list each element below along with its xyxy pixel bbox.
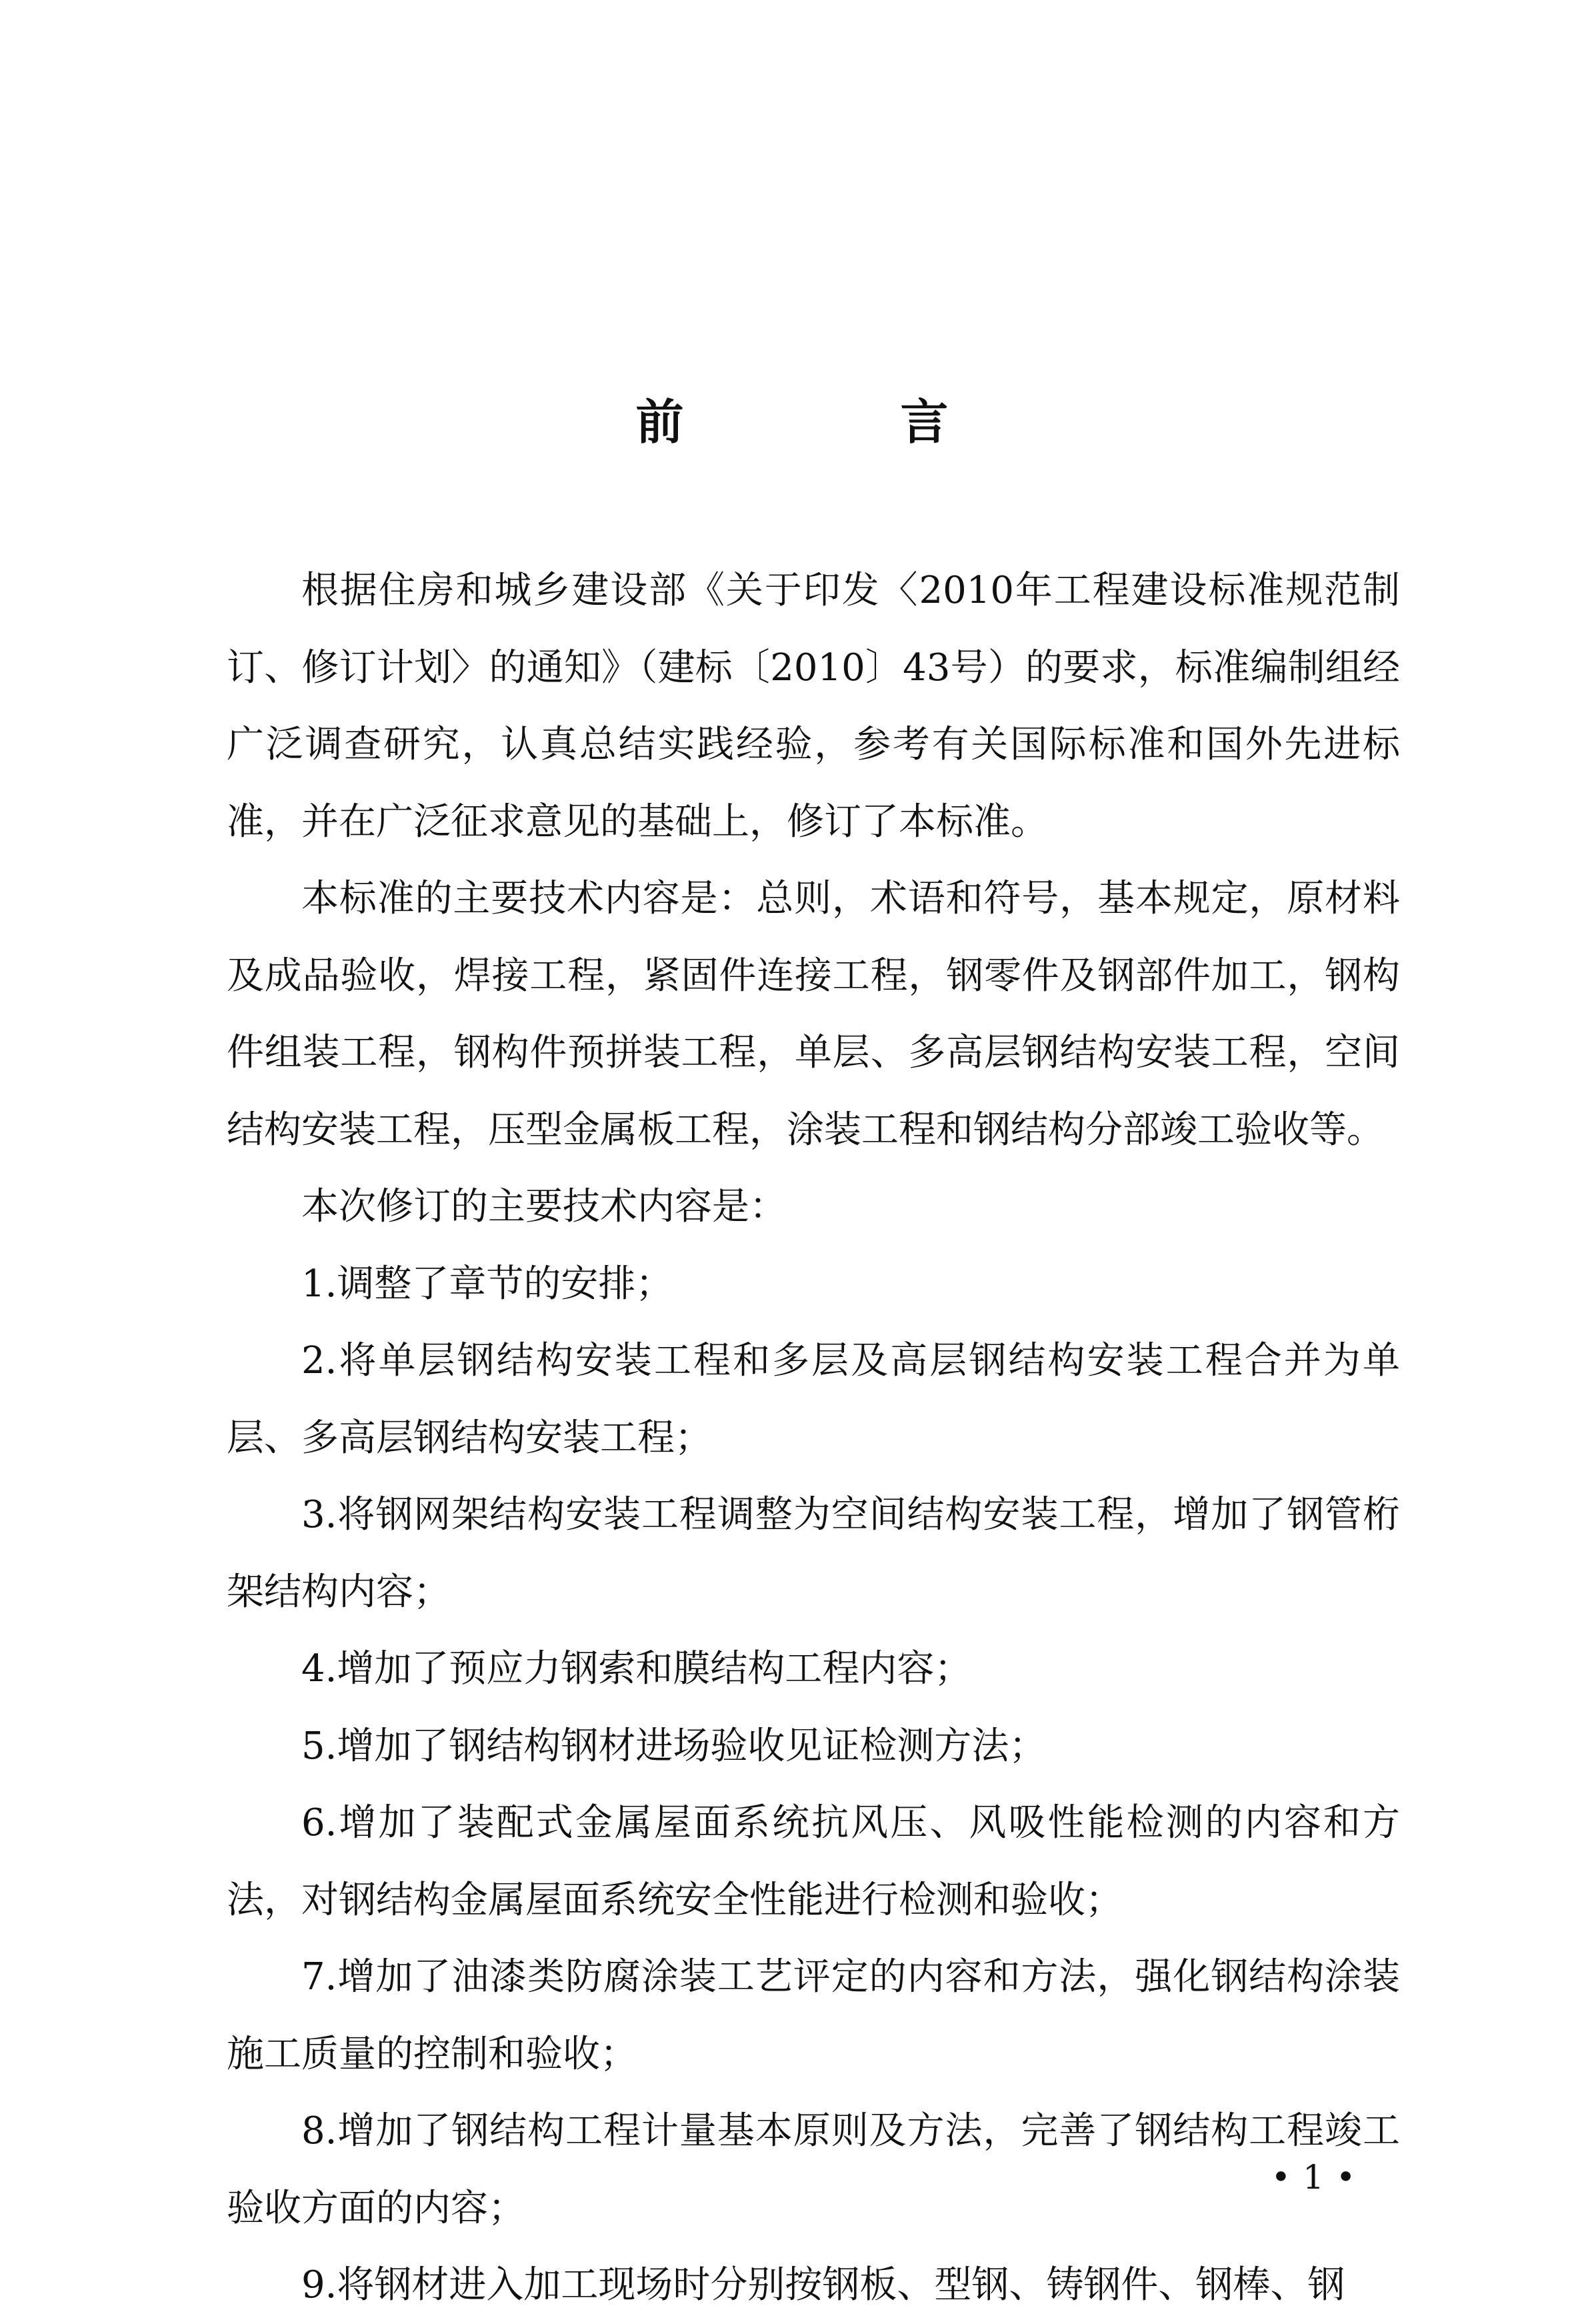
- list-item: 3.将钢网架结构安装工程调整为空间结构安装工程，增加了钢管桁架结构内容；: [227, 1493, 1400, 1614]
- page-number-dot-left: •: [1271, 2158, 1291, 2197]
- list-item: 8.增加了钢结构工程计量基本原则及方法，完善了钢结构工程竣工验收方面的内容；: [227, 2109, 1400, 2230]
- page-title: 前 言: [635, 394, 1049, 451]
- list-item: 6.增加了装配式金属屋面系统抗风压、风吸性能检测的内容和方法，对钢结构金属屋面系统安全性能进行检测和验收；: [227, 1801, 1400, 1922]
- paragraph: 本次修订的主要技术内容是：: [301, 1185, 787, 1228]
- paragraph: 本标准的主要技术内容是：总则，术语和符号，基本规定，原材料及成品验收，焊接工程，紧固件连接工程，钢零件及钢部件加工，钢构件组装工程，钢构件预拼装工程，单层、多高层钢结构安装工程，空间结构安装工程，压型金属板工程，涂装工程和钢结构分部竣工验收等。: [227, 877, 1400, 1152]
- list-item: 5.增加了钢结构钢材进场验收见证检测方法；: [301, 1724, 1047, 1768]
- list-item: 7.增加了油漆类防腐涂装工艺评定的内容和方法，强化钢结构涂装施工质量的控制和验收；: [227, 1955, 1400, 2076]
- list-item: 9.将钢材进入加工现场时分别按钢板、型钢、铸钢件、钢棒、钢: [301, 2263, 1345, 2307]
- page-number-value: 1: [1303, 2158, 1324, 2197]
- page-number-dot-right: •: [1335, 2158, 1356, 2197]
- paragraph: 根据住房和城乡建设部《关于印发〈2010年工程建设标准规范制订、修订计划〉的通知》（建标〔2010〕43号）的要求，标准编制组经广泛调查研究，认真总结实践经验，参考有关国际标准和国外先进标准，并在广泛征求意见的基础上，修订了本标准。: [227, 569, 1400, 844]
- list-item: 1.调整了章节的安排；: [301, 1262, 673, 1306]
- page-number: [1253, 2154, 1373, 2201]
- body-text: [227, 552, 1400, 2324]
- list-item: 4.增加了预应力钢索和膜结构工程内容；: [301, 1647, 972, 1690]
- list-item: 2.将单层钢结构安装工程和多层及高层钢结构安装工程合并为单层、多高层钢结构安装工程；: [227, 1339, 1400, 1460]
